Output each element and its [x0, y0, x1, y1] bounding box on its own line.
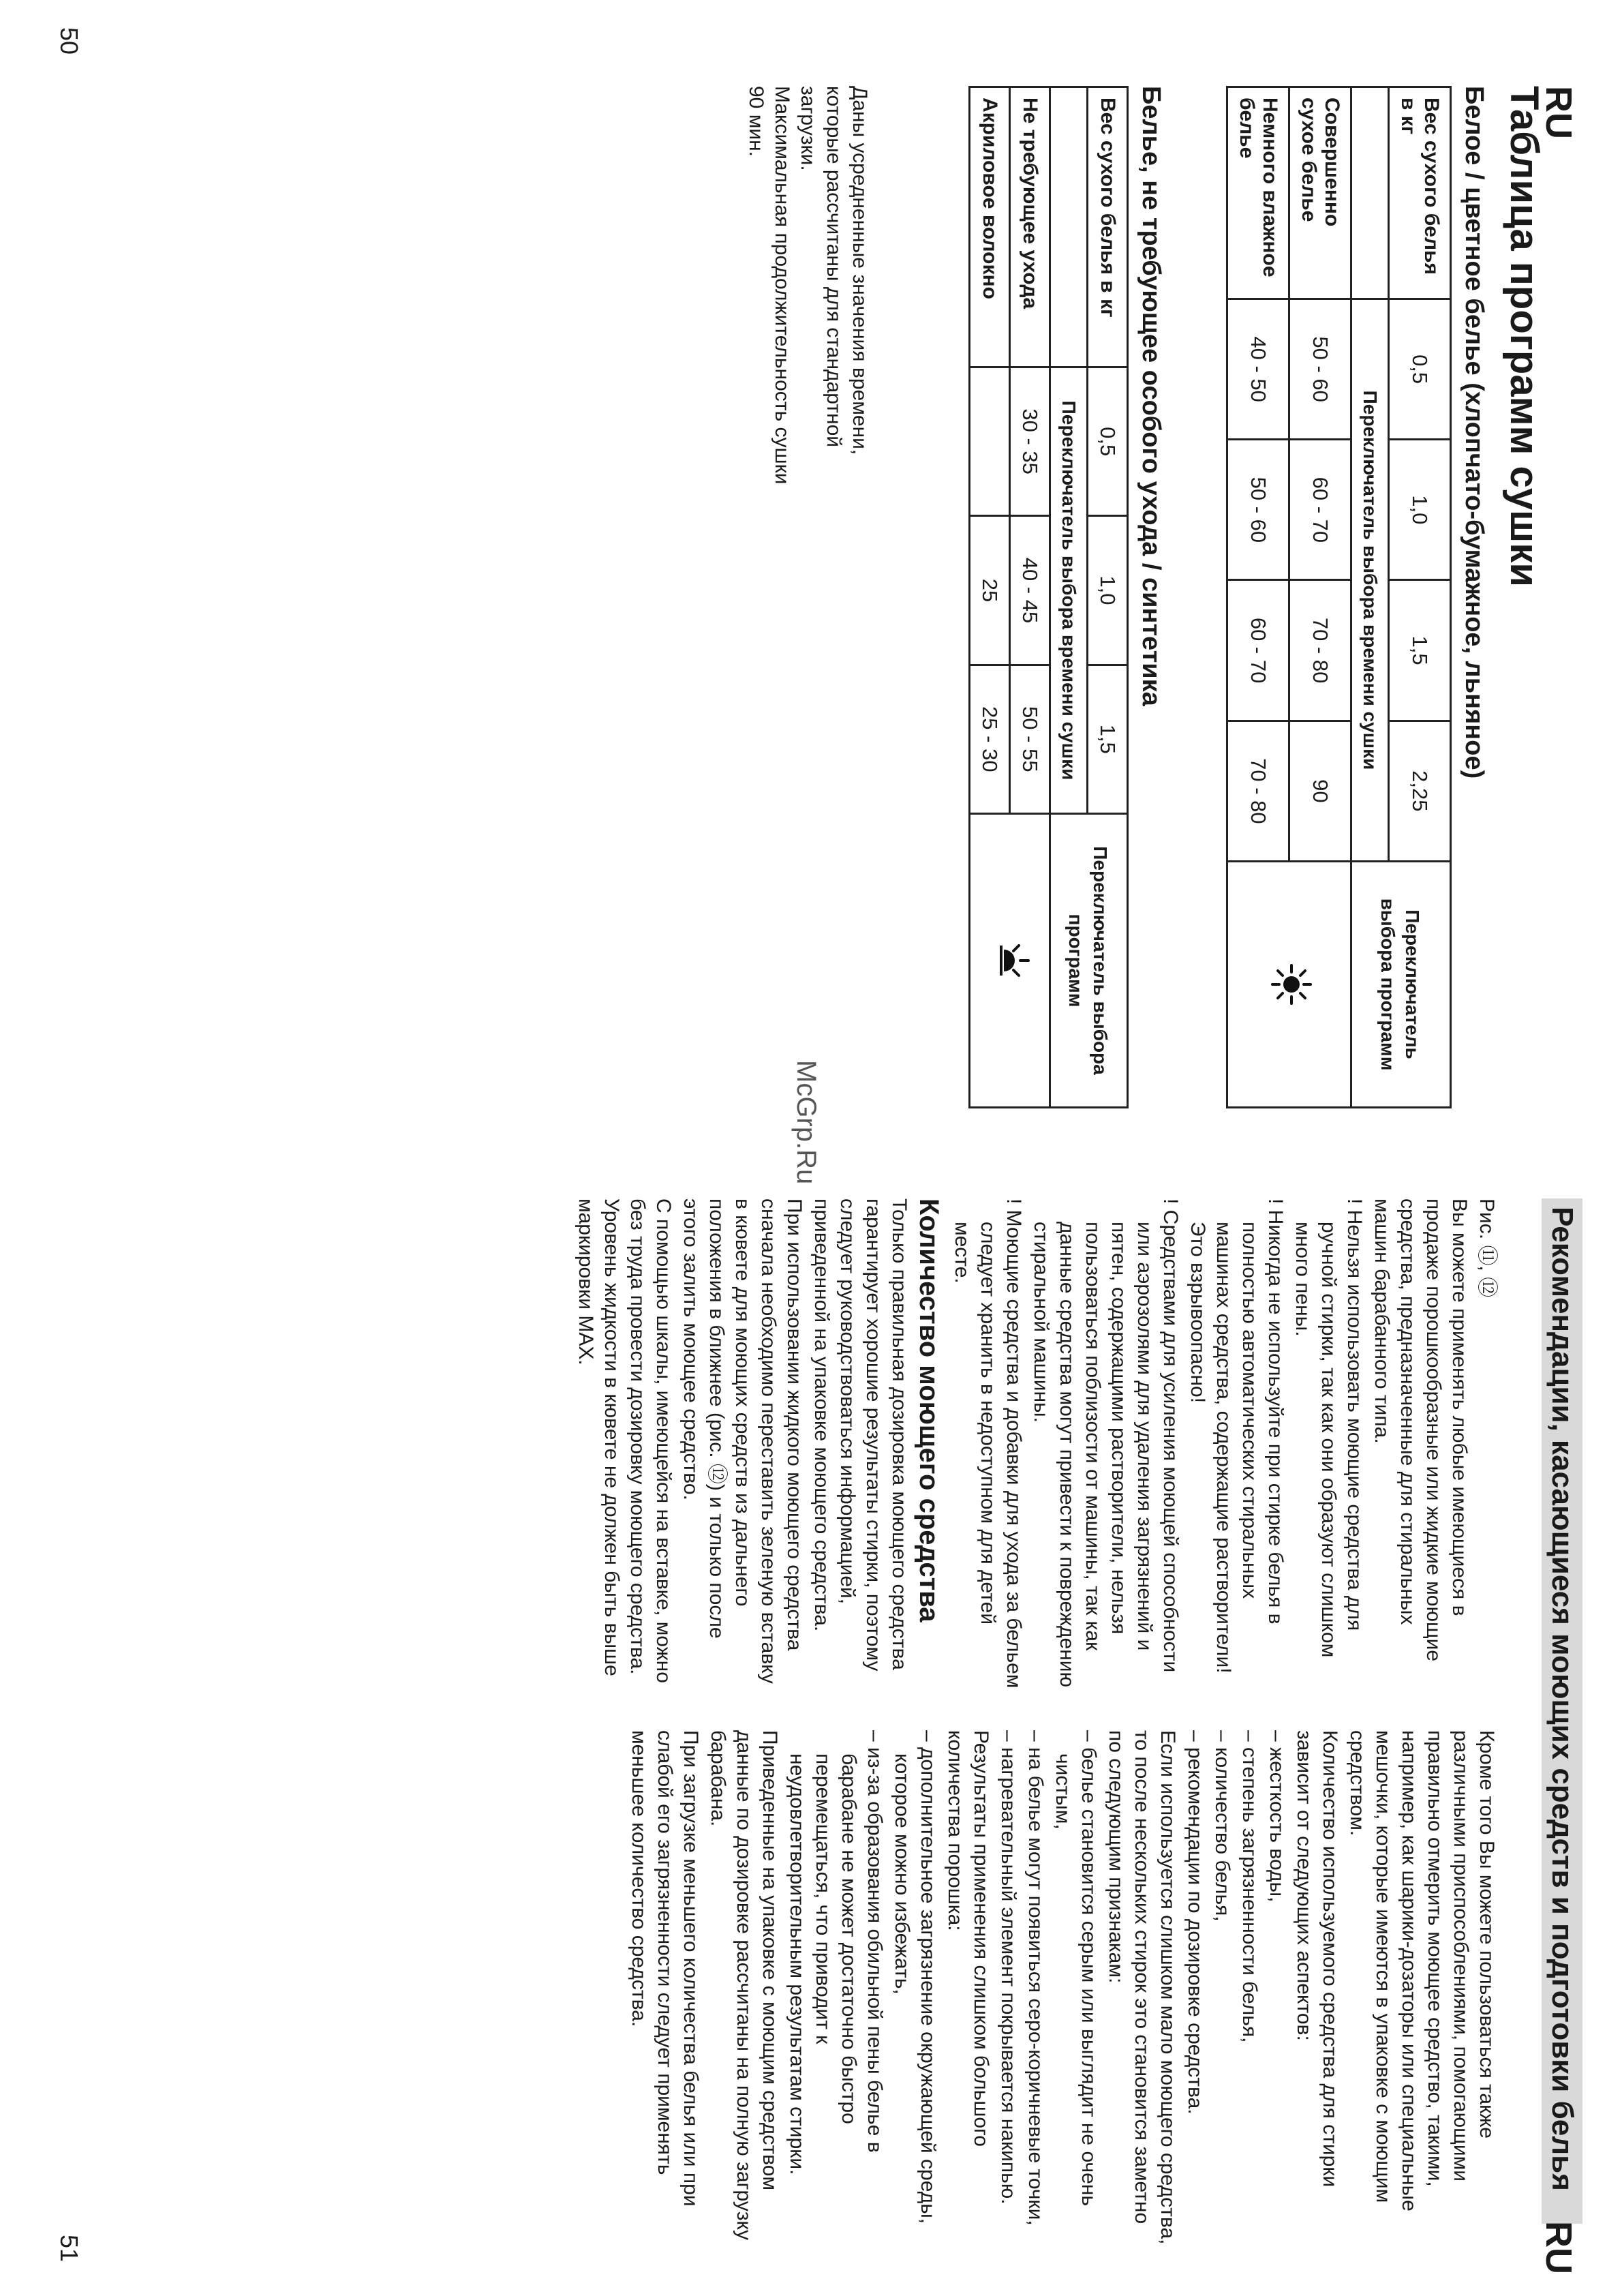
table-row	[1289, 87, 1351, 1108]
paragraph: Кроме того Вы можете пользоваться также различными приспособлениями, помогающими правильно отмерить моющее средство, такими, например, как шарики-дозаторы или специальные мешочки, которые имеются в упаковке с моющим средством.	[1346, 1730, 1498, 2211]
table-row	[1088, 87, 1128, 1108]
time-cell: 60 - 70	[1289, 440, 1351, 580]
section-heading: Количество моющего средства	[914, 1198, 944, 1622]
row-label: Акриловое волокно	[970, 87, 1010, 367]
column-left	[571, 1198, 1499, 1689]
row-label: Совершенно сухое белье	[1289, 87, 1351, 299]
time-selector-header: Переключатель выбора времени сушки	[1351, 299, 1389, 862]
time-cell	[970, 367, 1010, 516]
table-cotton	[1226, 86, 1452, 1108]
table1-heading: Белое / цветное белье (хлопчато-бумажное, льняное)	[1460, 86, 1488, 779]
exclamation-icon: !	[1159, 1198, 1182, 1210]
weight-cell: 1,5	[1088, 665, 1128, 813]
weight-label: Вес сухого белья в кг	[1088, 87, 1128, 367]
warning-item: ! Никогда не используйте при стирке белья в полностью автоматических стиральных машинах средства, содержащие растворители! Это взрывоопасно!	[1187, 1198, 1287, 1674]
warning-item: ! Средствами для усиления моющей способности или аэрозолями для удаления загрязнений и пятен, содержащими растворители, нельзя пользоваться поблизости от машины, так как данные средства могут привести к повреждению стиральной машины.	[1030, 1198, 1182, 1688]
time-cell: 60 - 70	[1227, 580, 1289, 721]
language-label: RU	[1538, 86, 1579, 139]
paragraph: При использовании жидкого моющего средства сначала необходимо переставить зеленую вставку в кювете для моющих средств из дальнего положения в ближнее (рис. ⑫) и только после этого залить моющее средство.	[679, 1198, 806, 1684]
exclamation-icon: !	[1343, 1198, 1366, 1210]
list-item: – из-за образования обильной пены белье в барабане не может достаточно быстро перемещаться, что приводит к неудовлетворительным результатам стирки.	[786, 1730, 886, 2175]
time-cell: 50 - 60	[1227, 440, 1289, 580]
row-label: Немного влажное белье	[1227, 87, 1289, 299]
row-label: Не требующее ухода	[1010, 87, 1050, 367]
time-cell: 50 - 55	[1010, 665, 1050, 813]
list-item: – на белье могут появиться серо-коричневые точки,	[1024, 1730, 1047, 2226]
paragraph: Результаты применения слишком большого количества порошка:	[944, 1730, 992, 2147]
table-row	[1010, 87, 1050, 1108]
table-note	[743, 86, 872, 509]
program-selector-header	[1050, 814, 1128, 1108]
program-icon-cell	[970, 814, 1050, 1108]
half-sun-icon	[991, 939, 1035, 982]
sun-icon	[1270, 963, 1314, 1006]
figure-reference: Рис. ⑪, ⑫	[1475, 1198, 1498, 1298]
weight-cell: 0,5	[1389, 299, 1451, 440]
time-selector-header: Переключатель выбора времени сушки	[1050, 367, 1088, 814]
warning-item: ! Нельзя использовать моющие средства для ручной стирки, так как они образуют слишком много пены.	[1291, 1198, 1366, 1658]
note-paragraph: Максимальная продолжительность сушки 90 мин.	[745, 86, 793, 485]
list-item: – жесткость воды,	[1266, 1730, 1288, 1903]
program-selector-header	[1351, 862, 1451, 1108]
exclamation-icon: !	[1003, 1198, 1025, 1210]
paragraph: Только правильная дозировка моющего средства гарантирует хорошие результаты стирки, поэтому следует руководствоваться информацией, приведенной на упаковке моющего средства.	[810, 1198, 911, 1672]
program-selector-label: Переключатель выбора программ	[1065, 846, 1112, 1075]
list-item: – нагревательный элемент покрывается накипью.	[997, 1730, 1020, 2205]
note-paragraph: Даны усредненные значения времени, которые рассчитаны для стандартной загрузки.	[797, 86, 871, 455]
list-item: – степень загрязненности белья,	[1238, 1730, 1261, 2043]
exclamation-icon: !	[1264, 1198, 1287, 1210]
time-cell: 30 - 35	[1010, 367, 1050, 516]
paragraph: При загрузке меньшего количества белья или при слабой его загрязненности следует применять меньшее количество средства.	[628, 1730, 702, 2207]
page-title: Таблица программ сушки	[1502, 86, 1546, 588]
paragraph: С помощью шкалы, имеющейся на вставке, можно без труда провести дозировку моющего средства. Уровень жидкости в кювете не должен быть выше маркировки MAX.	[575, 1198, 675, 1683]
list-item: – белье становится серым или выглядит не очень чистым,	[1052, 1730, 1100, 2206]
watermark: McGrp.Ru	[791, 1060, 821, 1185]
time-cell: 90	[1289, 721, 1351, 861]
time-cell: 25	[970, 516, 1010, 665]
paragraph: Если используется слишком мало моющего средства, то после нескольких стирок это становится заметно по следующим признакам:	[1105, 1730, 1179, 2245]
language-label: RU	[1538, 2221, 1579, 2274]
page-number: 50	[55, 27, 83, 55]
weight-cell: 1,5	[1389, 580, 1451, 721]
weight-cell: 0,5	[1088, 367, 1128, 516]
paragraph: Вы можете применять любые имеющиеся в продаже порошкообразные или жидкие моющие средства, предназначенные для стиральных машин барабанного типа.	[1371, 1198, 1471, 1662]
list-item: – рекомендации по дозировке средства.	[1184, 1730, 1206, 2115]
page-title: Рекомендации, касающиеся моющих средств и подготовки белья	[1542, 1198, 1582, 2224]
column-right	[624, 1730, 1499, 2248]
weight-cell: 1,0	[1088, 516, 1128, 665]
weight-label: Вес сухого белья в кг	[1389, 87, 1451, 299]
time-cell: 50 - 60	[1289, 299, 1351, 440]
paragraph: Приведенные на упаковке с моющим средством данные по дозировке рассчитаны на полную загрузку барабана.	[707, 1730, 781, 2241]
program-selector-label: Переключатель выбора программ	[1377, 898, 1424, 1071]
program-icon-cell	[1227, 862, 1351, 1108]
weight-cell: 1,0	[1389, 440, 1451, 580]
time-cell: 40 - 50	[1227, 299, 1289, 440]
list-item: – дополнительное загрязнение окружающей среды, которое можно избежать,	[891, 1730, 939, 2224]
page-number: 51	[55, 2235, 83, 2263]
warning-item: ! Моющие средства и добавки для ухода за бельем следует хранить в недоступном для детей месте.	[951, 1198, 1025, 1689]
weight-cell: 2,25	[1389, 721, 1451, 861]
right-page	[0, 1171, 1622, 2296]
table-synthetics	[968, 86, 1129, 1108]
time-cell: 40 - 45	[1010, 516, 1050, 665]
time-cell: 25 - 30	[970, 665, 1010, 813]
table-row	[1389, 87, 1451, 1108]
time-cell: 70 - 80	[1227, 721, 1289, 861]
table2-heading: Белье, не требующее особого ухода / синтетика	[1137, 86, 1165, 706]
paragraph: Количество используемого средства для стирки зависит от следующих аспектов:	[1293, 1730, 1341, 2188]
list-item: – количество белья,	[1211, 1730, 1234, 1922]
time-cell: 70 - 80	[1289, 580, 1351, 721]
